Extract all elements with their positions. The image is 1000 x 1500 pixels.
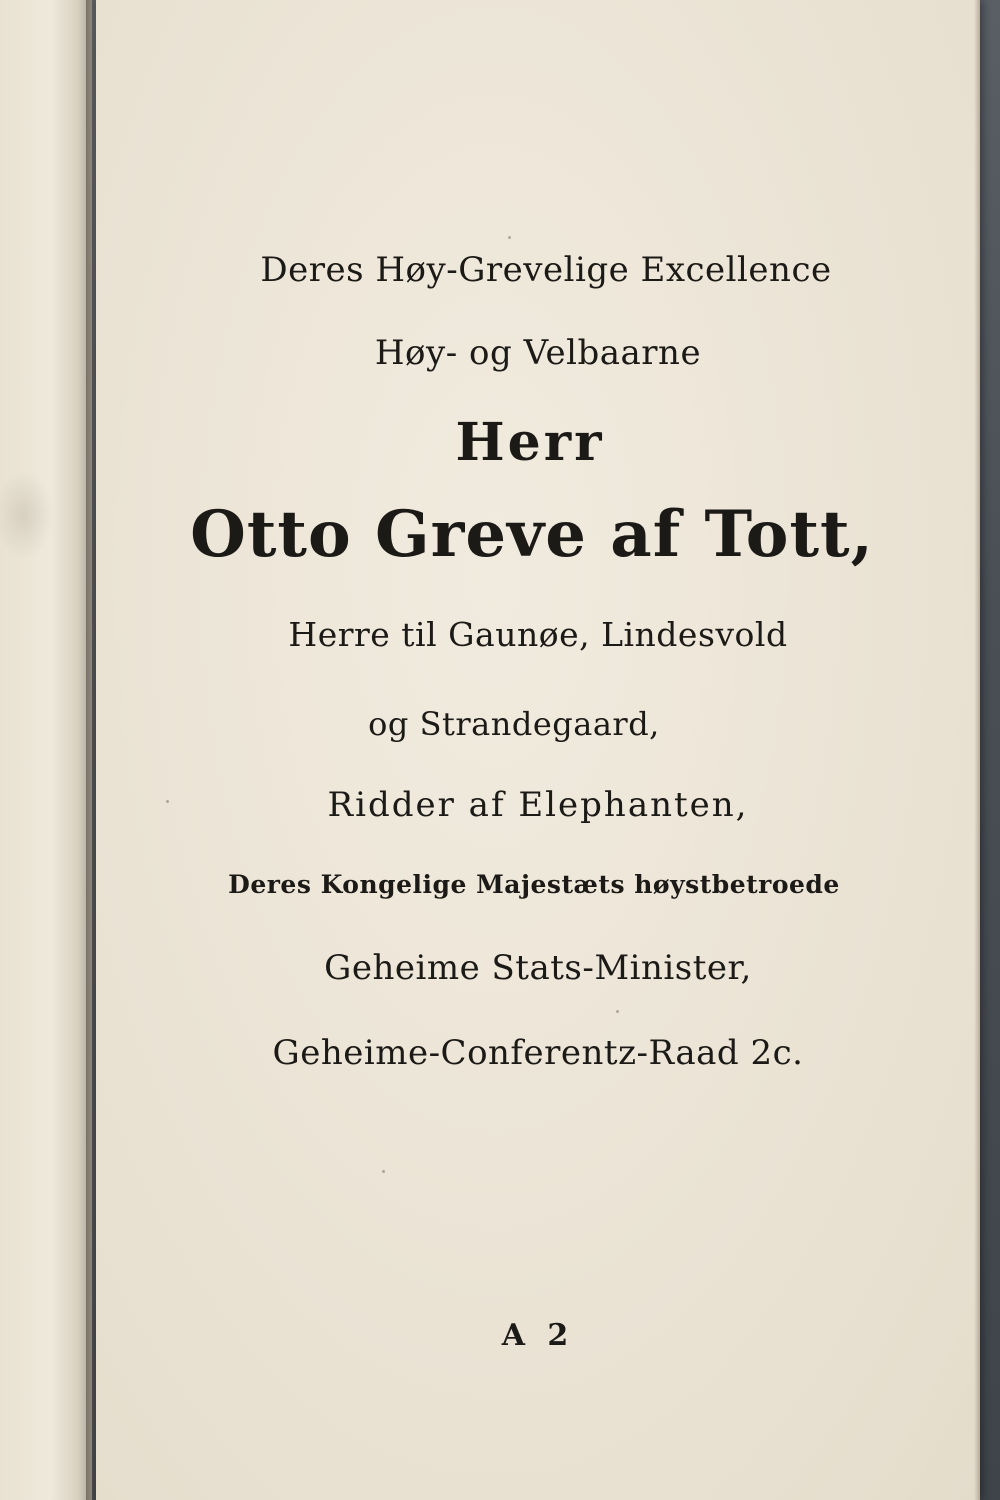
facing-page <box>0 0 92 1500</box>
dedication-page <box>96 0 980 1500</box>
office-line-2: Geheime-Conferentz-Raad 2c. <box>272 1033 804 1073</box>
estates-line: Herre til Gaunøe, Lindesvold <box>288 615 788 654</box>
herr-line: Herr <box>455 412 605 473</box>
signature-mark: A 2 <box>501 1318 575 1353</box>
dedicatee-name: Otto Greve af Tott, <box>190 497 874 572</box>
facing-page-stain <box>0 470 54 560</box>
order-line: Ridder af Elephanten, <box>327 785 749 825</box>
paper-speck <box>166 800 169 803</box>
office-line: Geheime Stats-Minister, <box>324 948 752 988</box>
estates-line-2: og Strandegaard, <box>368 705 660 743</box>
page-edge <box>974 0 980 1500</box>
paper-speck <box>616 1010 619 1013</box>
honorific-line: Høy- og Velbaarne <box>374 333 702 373</box>
salutation-line: Deres Høy-Grevelige Excellence <box>260 250 832 290</box>
paper-speck <box>382 1170 385 1173</box>
royal-line: Deres Kongelige Majestæts høystbetroede <box>228 870 840 899</box>
paper-speck <box>508 236 511 239</box>
